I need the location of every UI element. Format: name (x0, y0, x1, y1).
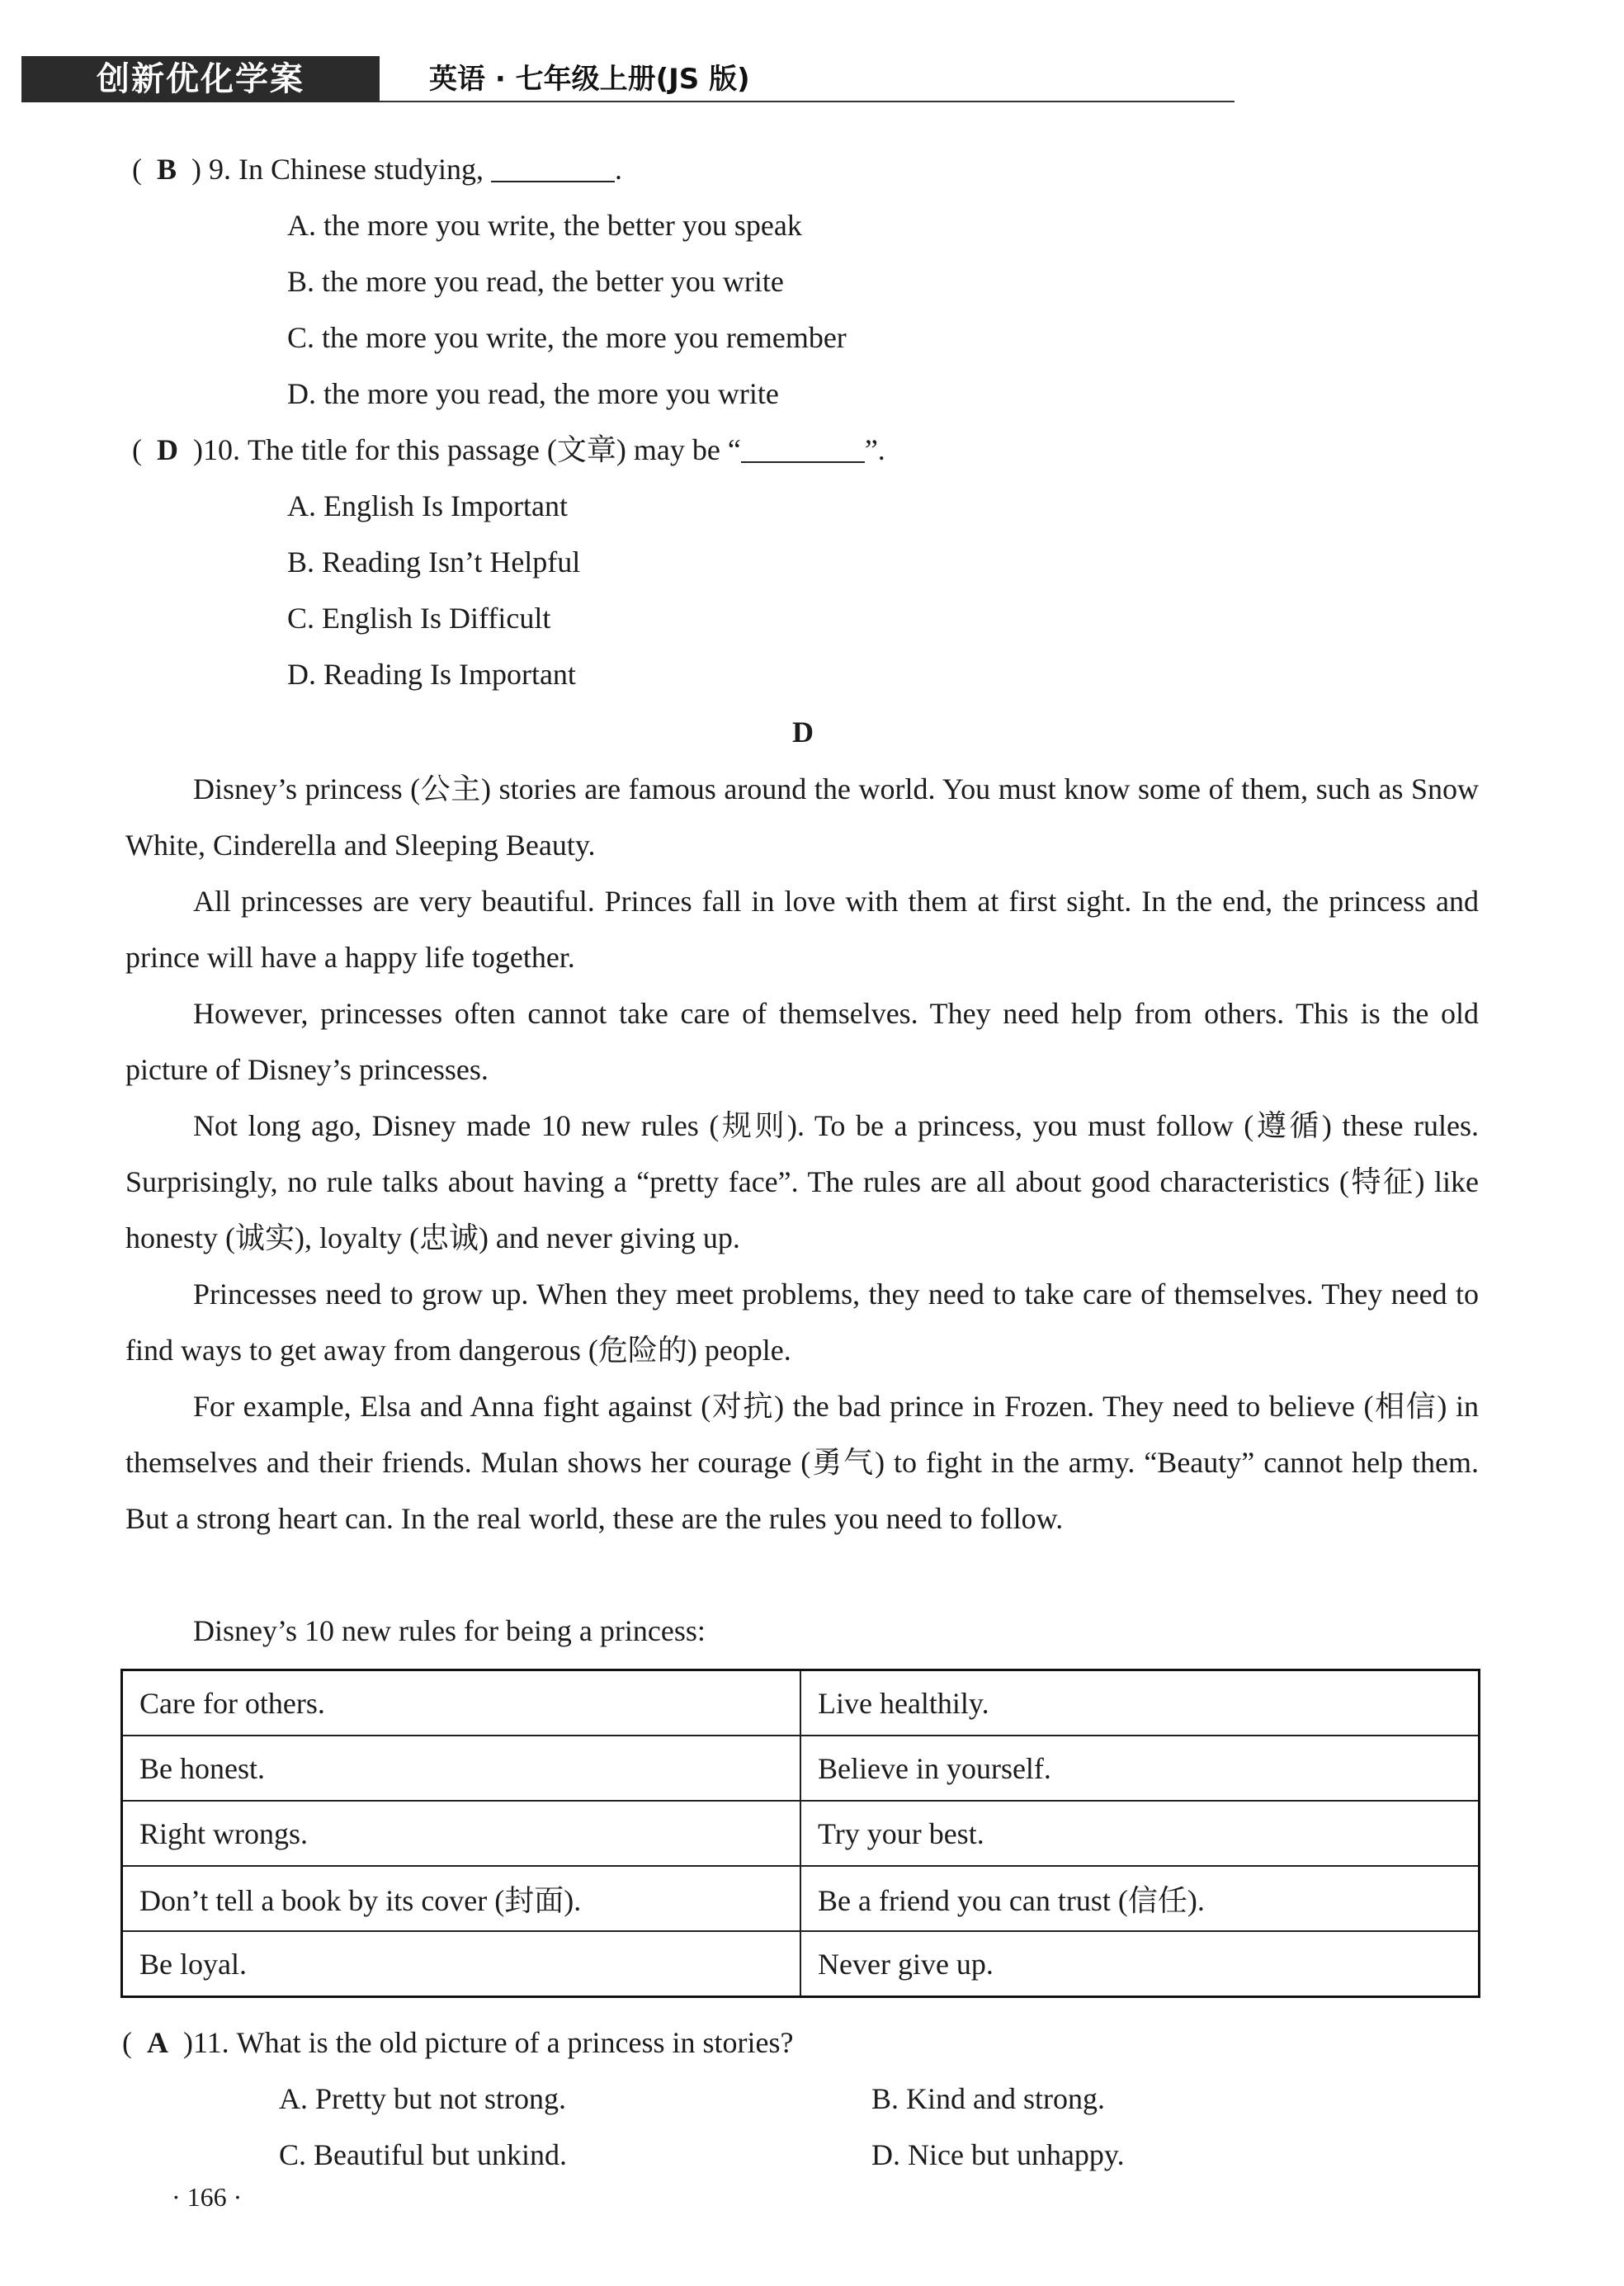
header-title: 英语 · 七年级上册(JS 版) (429, 63, 750, 96)
option: D. Nice but unhappy. (871, 2138, 1125, 2171)
question-stem: In Chinese studying, (238, 153, 484, 186)
table-cell: Be a friend you can trust (信任). (800, 1866, 1480, 1931)
table-row (122, 1866, 1480, 1931)
passage-paragraph: All princesses are very beautiful. Princes fall in love with them at first sight. In the end, the princess and prince will have a happy life together. (125, 885, 1479, 974)
question-10: ( D )10. The title for this passage (文章) may be “ ”. (132, 433, 885, 466)
option: A. Pretty but not strong. (279, 2082, 566, 2115)
table-cell: Live healthily. (800, 1670, 1480, 1736)
passage-paragraph: Not long ago, Disney made 10 new rules (规则). To be a princess, you must follow (遵循) these rules. Surprisingly, no rule talks about having a “pretty face”. The rules are all about good characteristics (特征) like honesty (诚实), loyalty (忠诚) and never giving up. (125, 1109, 1479, 1254)
rules-table (120, 1669, 1480, 1998)
question-number: 9. (209, 153, 232, 186)
option: D. the more you read, the more you write (287, 377, 779, 410)
option: C. Beautiful but unkind. (279, 2138, 567, 2171)
table-cell: Believe in yourself. (800, 1736, 1480, 1801)
option: B. Reading Isn’t Helpful (287, 546, 581, 579)
question-9: ( B ) 9. In Chinese studying, . (132, 153, 622, 186)
option: B. Kind and strong. (871, 2082, 1105, 2115)
table-cell: Be loyal. (122, 1931, 801, 1997)
page-number: · 166 · (172, 2182, 243, 2212)
table-cell: Don’t tell a book by its cover (封面). (122, 1866, 801, 1931)
option: B. the more you read, the better you write (287, 265, 784, 298)
question-stem: The title for this passage (文章) may be “ (248, 433, 741, 466)
passage-paragraph: For example, Elsa and Anna fight against (对抗) the bad prince in Frozen. They need to believe (相信) in themselves and their friends. Mulan shows her courage (勇气) to fight in the army. “Beauty” cannot help them. But a strong heart can. In the real world, these are the rules you need to follow. (125, 1390, 1479, 1535)
question-number: 11. (193, 2026, 229, 2059)
passage-paragraph: Princesses need to grow up. When they meet problems, they need to take care of themselves. They need to find ways to get away from dangerous (危险的) people. (125, 1278, 1479, 1367)
answer-9: B (157, 153, 177, 186)
passage-paragraph: However, princesses often cannot take care of themselves. They need help from others. This is the old picture of Disney’s princesses. (125, 997, 1479, 1086)
table-row (122, 1670, 1480, 1736)
option: C. the more you write, the more you remember (287, 321, 847, 354)
header-rule (380, 101, 1235, 102)
brand-logo: 创新优化学案 (21, 56, 380, 102)
answer-11: A (147, 2026, 168, 2059)
page-header (21, 56, 1235, 106)
table-row (122, 1736, 1480, 1801)
question-11: ( A )11. What is the old picture of a princess in stories? (122, 2026, 794, 2059)
question-number: 10. (203, 433, 240, 466)
option: C. English Is Difficult (287, 602, 551, 635)
question-stem: What is the old picture of a princess in stories? (236, 2026, 794, 2059)
option: D. Reading Is Important (287, 658, 576, 691)
table-cell: Care for others. (122, 1670, 801, 1736)
answer-blank (741, 433, 865, 463)
table-row (122, 1801, 1480, 1866)
table-cell: Try your best. (800, 1801, 1480, 1866)
table-cell: Never give up. (800, 1931, 1480, 1997)
answer-10: D (157, 433, 178, 466)
option: A. English Is Important (287, 489, 568, 522)
table-cell: Right wrongs. (122, 1801, 801, 1866)
table-intro: Disney’s 10 new rules for being a princess: (193, 1614, 706, 1647)
section-heading: D (792, 716, 814, 749)
answer-blank (491, 153, 615, 182)
table-cell: Be honest. (122, 1736, 801, 1801)
table-row (122, 1931, 1480, 1997)
passage-paragraph: Disney’s princess (公主) stories are famous around the world. You must know some of them, such as Snow White, Cinderella and Sleeping Beauty. (125, 772, 1479, 862)
option: A. the more you write, the better you speak (287, 209, 802, 242)
